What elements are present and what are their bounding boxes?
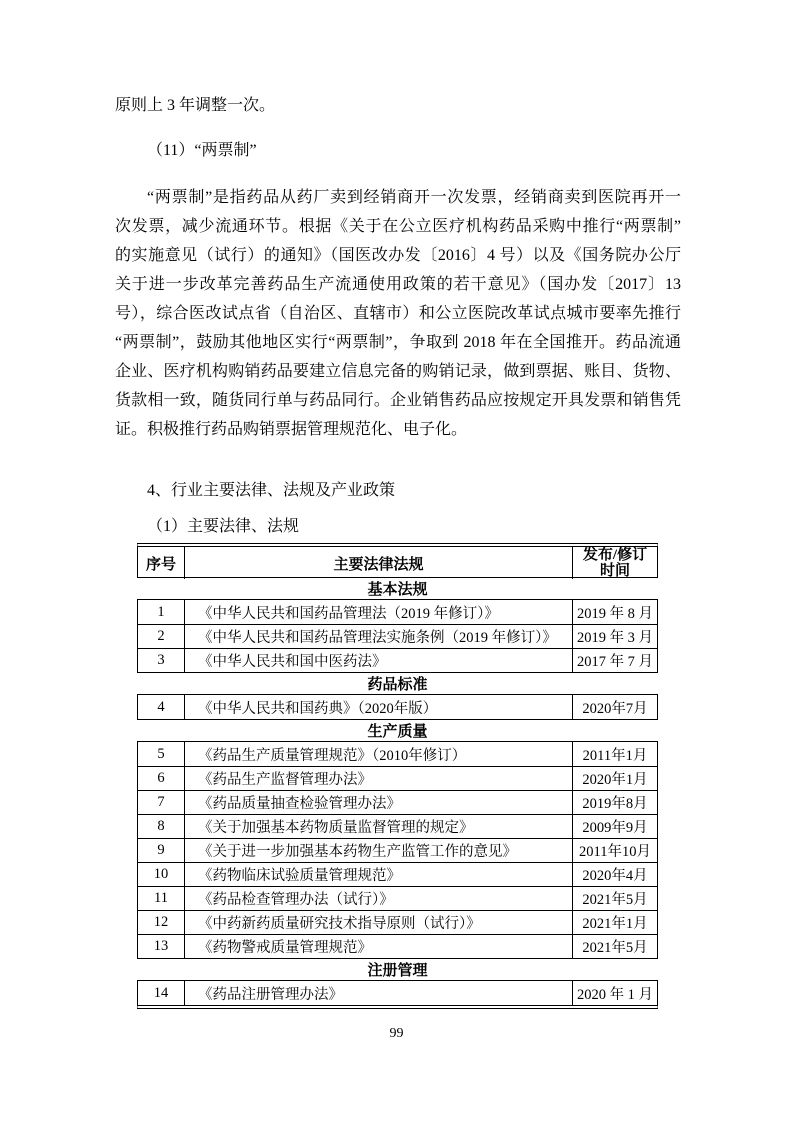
table-section-rows: [137, 599, 658, 673]
page-number: 99: [389, 1026, 404, 1041]
cell-law: 《中华人民共和国中医药法》: [184, 649, 572, 672]
paragraph-line: “两票制”是指药品从药厂卖到经销商开一次发票，经销商卖到医院再开一: [147, 189, 681, 206]
cell-law: 《药物临床试验质量管理规范》: [184, 863, 572, 886]
col-header-law: 主要法律法规: [184, 547, 572, 579]
table-section-title: 注册管理: [367, 963, 428, 979]
table-row: [138, 814, 657, 838]
cell-date: 2021年5月: [572, 887, 657, 910]
paragraph-line: 证。积极推行药品购销票据管理规范化、电子化。: [115, 421, 468, 438]
table-row: [138, 886, 657, 910]
cell-no: 11: [154, 890, 168, 906]
cell-law: 《关于加强基本药物质量监督管理的规定》: [184, 815, 572, 838]
table-row: [138, 695, 657, 719]
table-section-title: 基本法规: [367, 582, 428, 598]
cell-law: 《中华人民共和国药典》（2020年版）: [184, 695, 572, 719]
cell-no: 14: [153, 984, 169, 1001]
paragraph-line: 企业、医疗机构购销药品要建立信息完备的购销记录，做到票据、账目、货物、: [115, 363, 681, 380]
cell-no: 9: [157, 842, 165, 858]
cell-law: 《中药新药质量研究技术指导原则（试行）》: [184, 911, 572, 934]
col-header-date-line2: 时间: [599, 563, 630, 579]
paragraph-line: “两票制”，鼓励其他地区实行“两票制”，争取到 2018 年在全国推开。药品流通: [115, 334, 681, 351]
cell-no: 1: [157, 603, 165, 620]
cell-date: 2020年1月: [572, 767, 657, 790]
cell-date: 2009年9月: [572, 815, 657, 838]
table-body: [137, 578, 658, 1009]
table-row: [138, 934, 657, 958]
table-header-row: [137, 543, 658, 578]
paragraph-line: 货款相一致，随货同行单与药品同行。企业销售药品应按规定开具发票和销售凭: [115, 392, 681, 409]
cell-date: 2011年1月: [572, 742, 657, 766]
table-row: [138, 742, 657, 766]
cell-no: 8: [157, 818, 165, 834]
subsection-heading-4-1: （1）主要法律、法规: [147, 518, 300, 535]
section-heading-4: 4、行业主要法律、法规及产业政策: [147, 482, 396, 499]
table-section-rows: [137, 694, 658, 720]
table-row: [138, 600, 657, 624]
cell-no: 2: [157, 628, 165, 644]
cell-law: 《药品生产质量管理规范》（2010年修订）: [184, 742, 572, 766]
cell-law: 《药物警戒质量管理规范》: [184, 935, 572, 958]
cell-no: 4: [157, 698, 165, 715]
table-row: [138, 981, 657, 1005]
paragraph-line: 关于进一步改革完善药品生产流通使用政策的若干意见》（国办发〔2017〕13: [115, 276, 681, 293]
cell-law: 《药品质量抽查检验管理办法》: [184, 791, 572, 814]
laws-table: [137, 543, 658, 1009]
cell-law: 《药品生产监督管理办法》: [184, 767, 572, 790]
cell-law: 《中华人民共和国药品管理法（2019 年修订）》: [184, 600, 572, 624]
cell-no: 3: [157, 652, 165, 668]
cell-date: 2021年1月: [572, 911, 657, 934]
paragraph-line: 次发票，减少流通环节。根据《关于在公立医疗机构药品采购中推行“两票制”: [115, 218, 681, 235]
cell-date: 2017 年 7 月: [572, 649, 657, 672]
table-section-rows: [137, 741, 658, 959]
cell-date: 2019年8月: [572, 791, 657, 814]
cell-no: 13: [153, 938, 169, 954]
table-section-rows: [137, 980, 658, 1009]
table-row: [138, 648, 657, 672]
cell-law: 《药品检查管理办法（试行）》: [184, 887, 572, 910]
col-header-no: 序号: [145, 556, 176, 573]
table-section-title: 药品标准: [367, 677, 428, 693]
two-invoice-paragraph: [115, 183, 681, 444]
cell-no: 7: [157, 794, 165, 810]
table-row: [138, 910, 657, 934]
table-row: [138, 624, 657, 648]
col-header-date-line1: 发布/修订: [582, 547, 648, 563]
cell-date: 2021年5月: [572, 935, 657, 958]
cell-date: 2020年7月: [572, 695, 657, 719]
col-header-date: [572, 547, 657, 579]
cell-no: 10: [153, 866, 169, 882]
cell-law: 《药品注册管理办法》: [184, 981, 572, 1005]
cell-date: 2020年4月: [572, 863, 657, 886]
cell-date: 2019 年 8 月: [572, 600, 657, 624]
subsection-heading-11: （11）“两票制”: [147, 142, 257, 159]
cell-no: 5: [157, 745, 165, 762]
cell-date: 2019 年 3 月: [572, 625, 657, 648]
table-row: [138, 766, 657, 790]
cell-law: 《关于进一步加强基本药物生产监管工作的意见》: [184, 839, 572, 862]
paragraph-line: 的实施意见（试行）的通知》（国医改办发〔2016〕4 号）以及《国务院办公厅: [115, 247, 681, 264]
table-row: [138, 838, 657, 862]
table-row: [138, 790, 657, 814]
cell-no: 6: [157, 770, 165, 786]
paragraph-line: 号），综合医改试点省（自治区、直辖市）和公立医院改革试点城市要率先推行: [115, 305, 681, 322]
table-section-title: 生产质量: [367, 724, 428, 740]
cell-no: 12: [153, 914, 169, 930]
table-row: [138, 862, 657, 886]
cell-law: 《中华人民共和国药品管理法实施条例（2019 年修订）》: [184, 625, 572, 648]
leading-body-line: 原则上 3 年调整一次。: [115, 97, 276, 114]
cell-date: 2020 年 1 月: [572, 981, 657, 1005]
cell-date: 2011年10月: [572, 839, 657, 862]
